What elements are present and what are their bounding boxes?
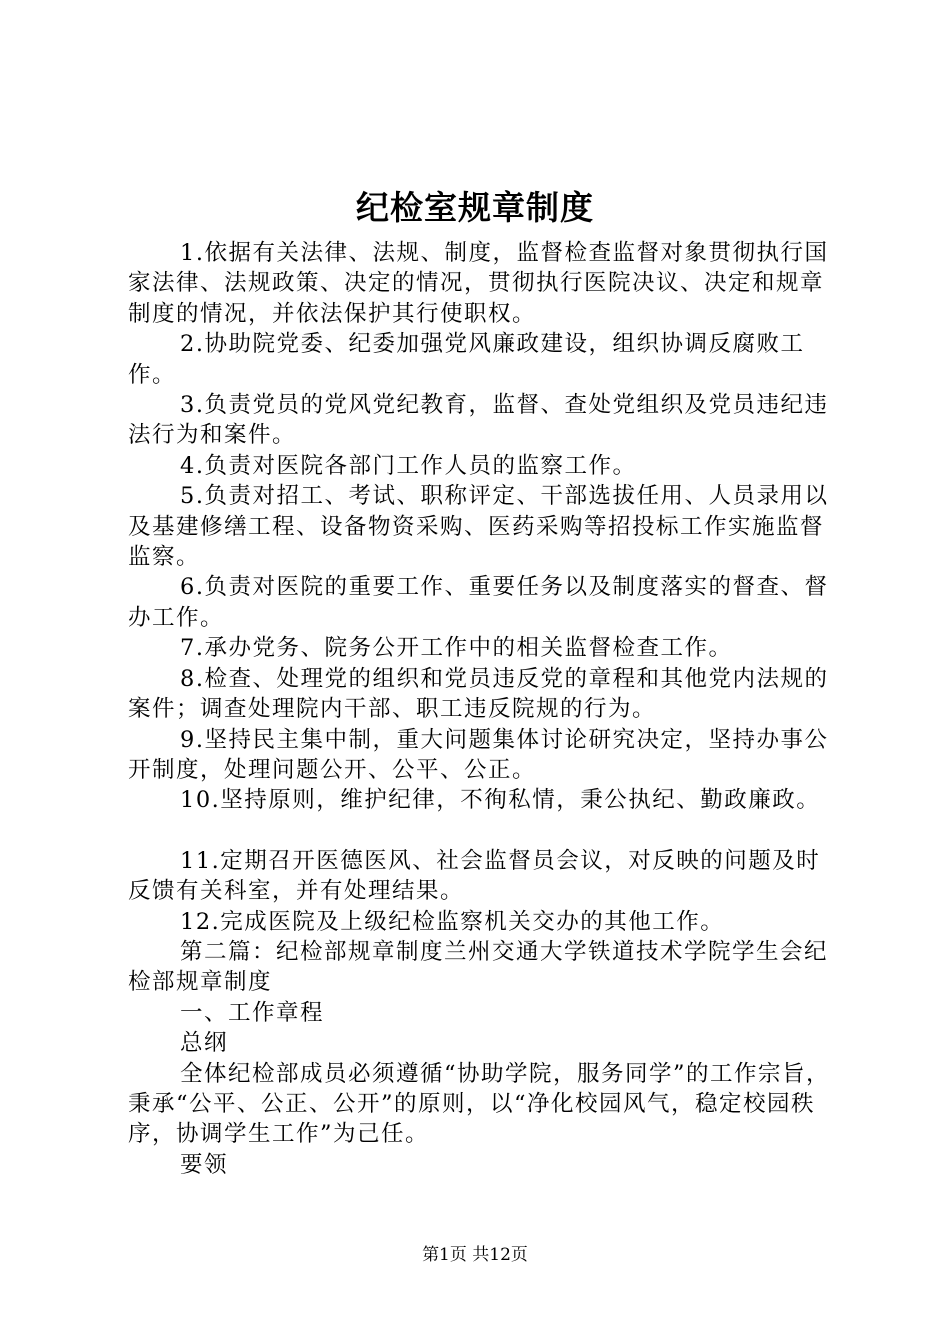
section-heading-part-two: 第二篇：纪检部规章制度兰州交通大学铁道技术学院学生会纪检部规章制度 bbox=[128, 938, 829, 996]
paragraph-5: 5.负责对招工、考试、职称评定、干部选拔任用、人员录用以及基建修缮工程、设备物资采购、医药采购等招投标工作实施监督监察。 bbox=[128, 483, 829, 571]
paragraph-7: 7.承办党务、院务公开工作中的相关监督检查工作。 bbox=[180, 635, 733, 662]
paragraph-6: 6.负责对医院的重要工作、重要任务以及制度落实的督查、督办工作。 bbox=[128, 574, 829, 631]
paragraph-4: 4.负责对医院各部门工作人员的监察工作。 bbox=[180, 452, 637, 479]
document-body bbox=[128, 238, 840, 1180]
subheading-general-outline: 总纲 bbox=[180, 1030, 229, 1057]
paragraph-2: 2.协助院党委、纪委加强党风廉政建设，组织协调反腐败工作。 bbox=[128, 331, 805, 388]
page-number-footer: 第1页 共12页 bbox=[422, 1245, 528, 1265]
paragraph-1: 1.依据有关法律、法规、制度，监督检查监督对象贯彻执行国家法律、法规政策、决定的情况，贯彻执行医院决议、决定和规章制度的情况，并依法保护其行使职权。 bbox=[128, 240, 829, 327]
paragraph-8: 8.检查、处理党的组织和党员违反党的章程和其他党内法规的案件；调查处理院内干部、职工违反院规的行为。 bbox=[128, 665, 829, 723]
document-title: 纪检室规章制度 bbox=[356, 188, 594, 227]
subheading-essentials: 要领 bbox=[180, 1151, 229, 1178]
paragraph-general-outline: 全体纪检部成员必须遵循“协助学院，服务同学”的工作宗旨，秉承“公平、公正、公开”的原则，以“净化校园风气，稳定校园秩序，协调学生工作”为己任。 bbox=[128, 1060, 831, 1148]
paragraph-10: 10.坚持原则，维护纪律，不徇私情，秉公执纪、勤政廉政。 bbox=[180, 787, 821, 814]
paragraph-11: 11.定期召开医德医风、社会监督员会议，对反映的问题及时反馈有关科室，并有处理结果。 bbox=[128, 847, 821, 905]
paragraph-9: 9.坚持民主集中制，重大问题集体讨论研究决定，坚持办事公开制度，处理问题公开、公平、公正。 bbox=[128, 726, 829, 783]
subheading-work-charter: 一、工作章程 bbox=[180, 999, 325, 1026]
paragraph-3: 3.负责党员的党风党纪教育，监督、查处党组织及党员违纪违法行为和案件。 bbox=[128, 392, 829, 449]
paragraph-12: 12.完成医院及上级纪检监察机关交办的其他工作。 bbox=[180, 908, 725, 935]
